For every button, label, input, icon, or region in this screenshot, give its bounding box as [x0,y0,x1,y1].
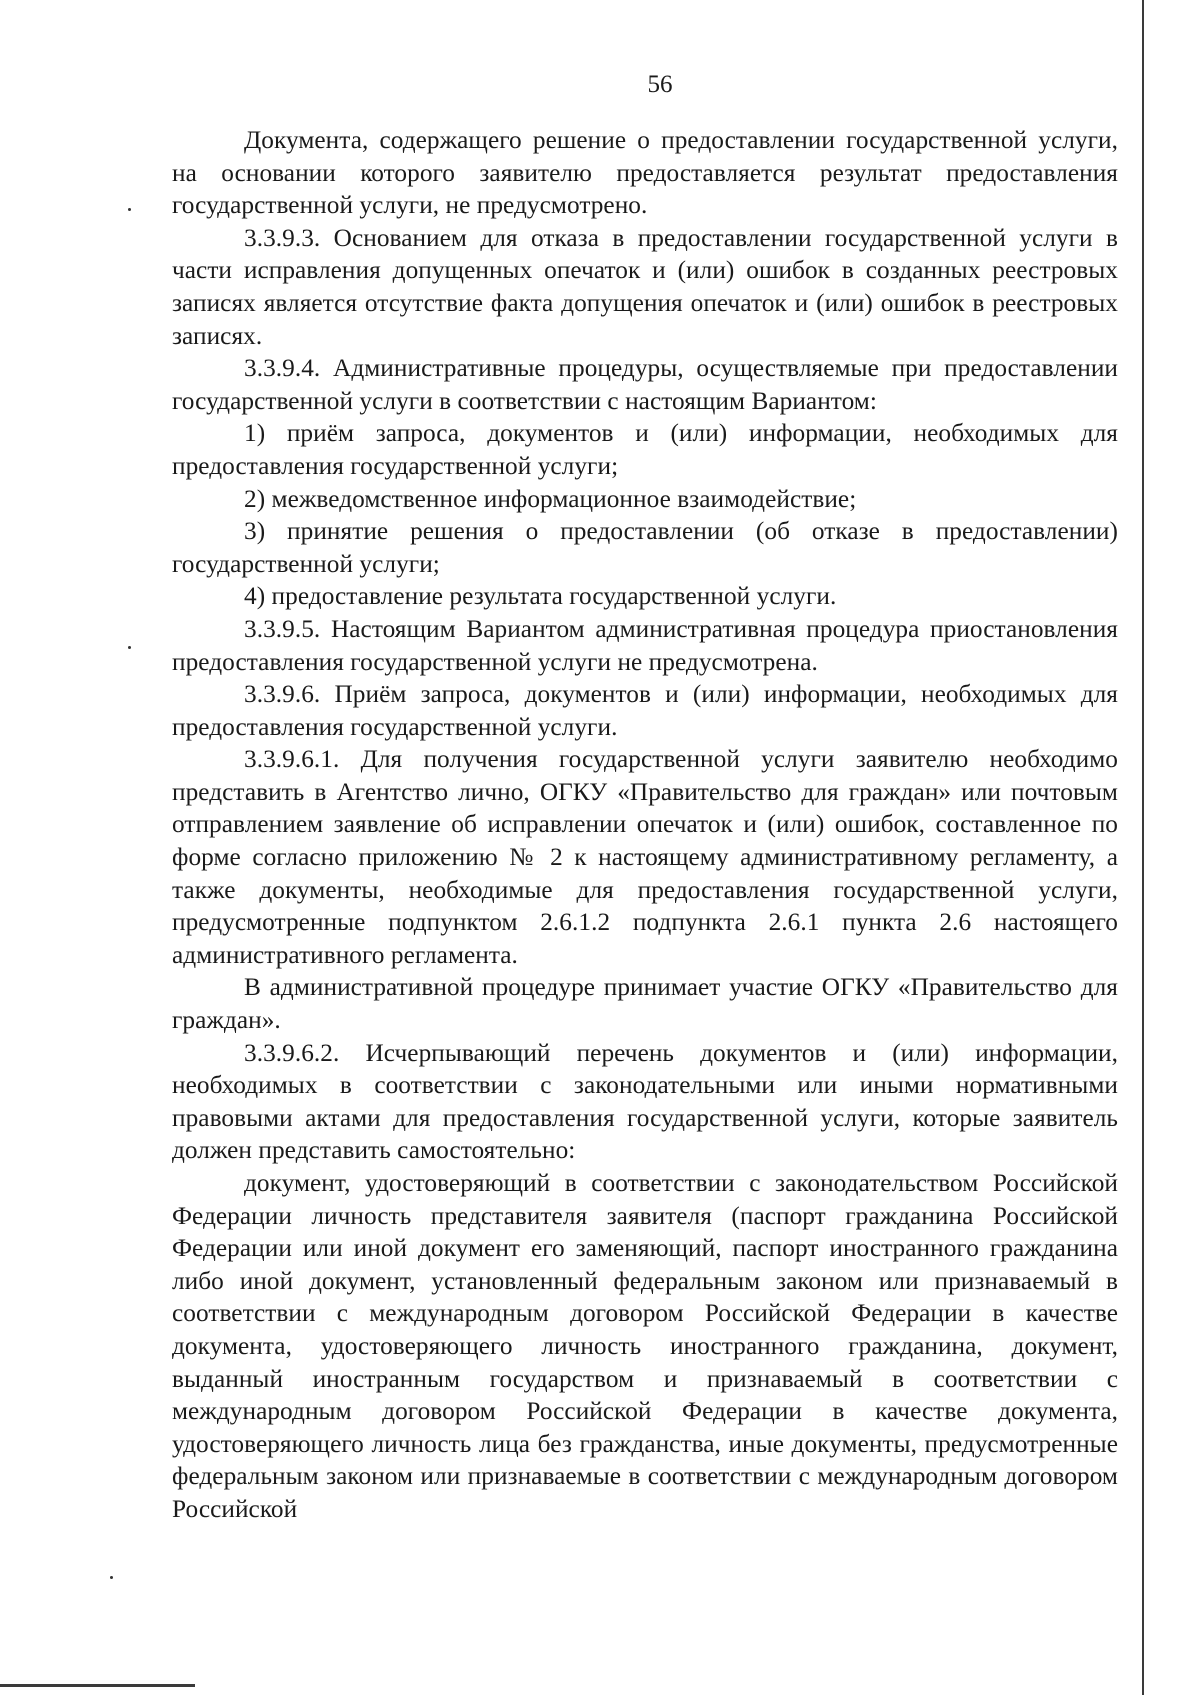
list-item-3: 3) принятие решения о предоставлении (об отказе в предоставлении) государственной услуги; [172,517,1118,578]
list-item-1: 1) приём запроса, документов и (или) информации, необходимых для предоставления государственной услуги; [172,419,1118,480]
paragraph-participant: В административной процедуре принимает участие ОГКУ «Правительство для граждан». [172,973,1118,1035]
paragraph-3-3-9-6-2: 3.3.9.6.2. Исчерпывающий перечень документов и (или) информации, необходимых в соответствии с законодательными или иными нормативными правовыми актами для предоставления государственной услуги, которые заявитель должен представить самостоятельно: [172,1038,1118,1165]
scan-bottom-line [0,1684,195,1687]
paragraph-3-3-9-5: 3.3.9.5. Настоящим Вариантом административная процедура приостановления предоставления государственной услуги не предусмотрена. [172,614,1118,676]
scan-speck [128,208,131,211]
paragraph-3-3-9-6: 3.3.9.6. Приём запроса, документов и (или) информации, необходимых для предоставления государственной услуги. [172,680,1118,741]
list-item-2: 2) межведомственное информационное взаимодействие; [244,484,857,513]
scan-speck [110,1576,113,1579]
page-number: 56 [647,71,673,98]
paragraph-result-document: Документа, содержащего решение о предоставлении государственной услуги, на основании которого заявителю предоставляется результат предоставления государственной услуги, не предусмотрено. [172,126,1118,220]
paragraph-3-3-9-6-1: 3.3.9.6.1. Для получения государственной услуги заявителю необходимо представить в Агентство лично, ОГКУ «Правительство для граждан» или почтовым отправлением заявление об исправлении опечаток и (или) ошибок, составленное по форме согласно приложению № 2 к настоящему административному регламенту, а также документы, необходимые для предоставления государственной услуги, предусмотренные подпунктом 2.6.1.2 подпункта 2.6.1 пункта 2.6 настоящего административного регламента. [172,745,1118,969]
paragraph-3-3-9-4: 3.3.9.4. Административные процедуры, осуществляемые при предоставлении государственной услуги в соответствии с настоящим Вариантом: [172,354,1118,415]
scan-speck [128,646,131,649]
paragraph-identity-document: документ, удостоверяющий в соответствии с законодательством Российской Федерации личность представителя заявителя (паспорт гражданина Российской Федерации или иной документ его заменяющий, паспорт иностранного гражданина либо иной документ, установленный федеральным законом или признаваемый в соответствии с международным договором Российской Федерации в качестве документа, удостоверяющего личность иностранного гражданина, документ, выданный иностранным государством и признаваемый в соответствии с международным договором Российской Федерации в качестве документа, удостоверяющего личность лица без гражданства, иные документы, предусмотренные федеральным законом или признаваемые в соответствии с международным договором Российской [172,1169,1118,1523]
document-body [172,124,1118,1526]
scan-edge-line [1142,0,1144,1695]
list-item-4: 4) предоставление результата государственной услуги. [244,582,837,611]
paragraph-3-3-9-3: 3.3.9.3. Основанием для отказа в предоставлении государственной услуги в части исправления допущенных опечаток и (или) ошибок в созданных реестровых записях является отсутствие факта допущения опечаток и (или) ошибок в реестровых записях. [172,223,1118,350]
